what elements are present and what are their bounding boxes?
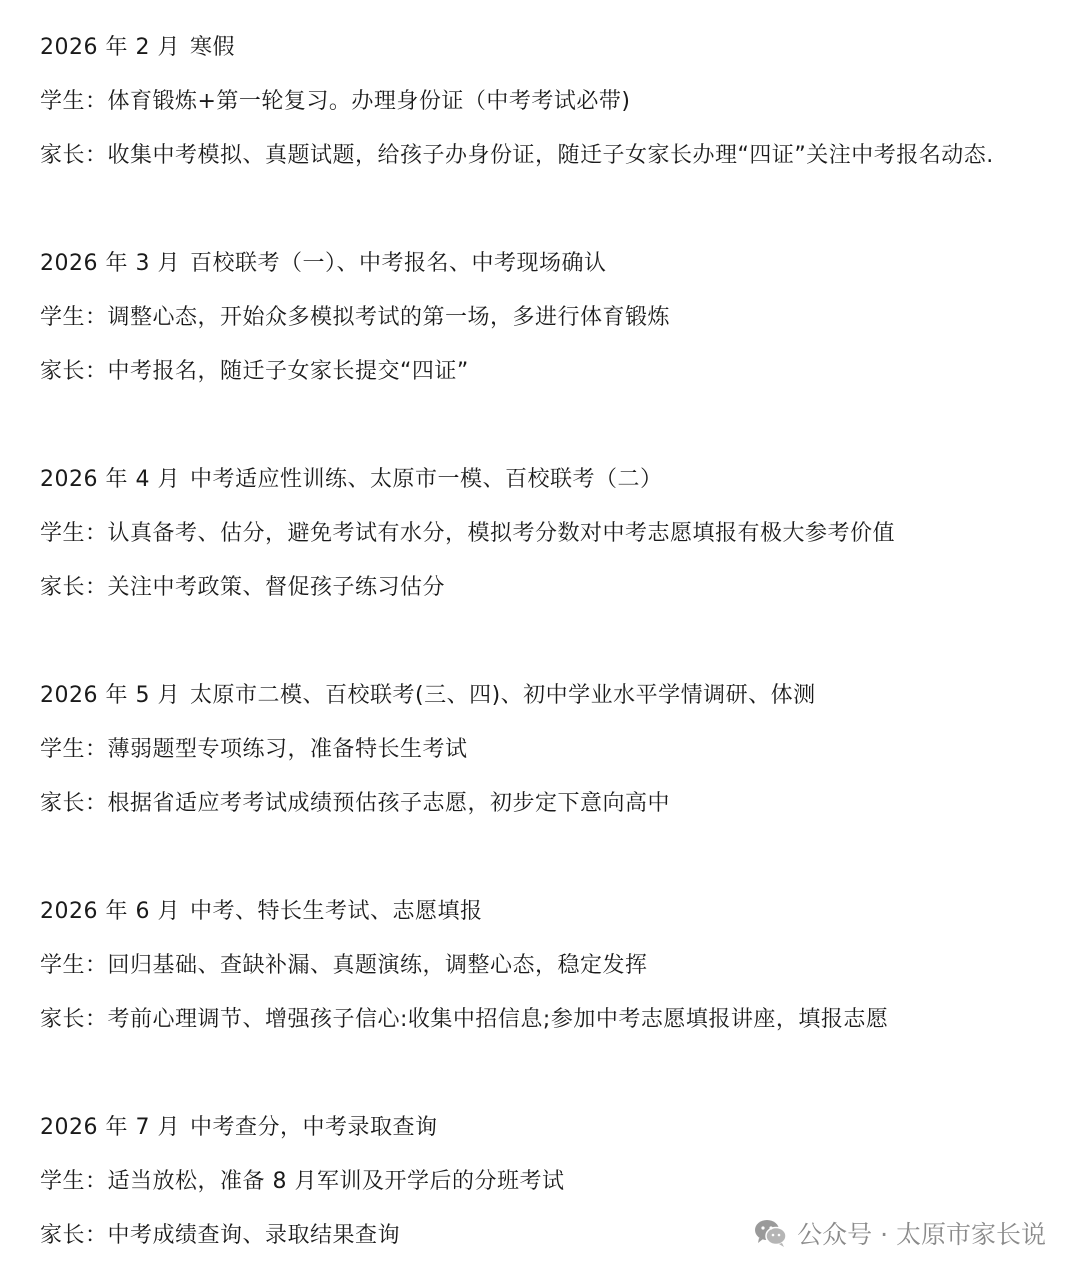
month-section-mar [40, 237, 1075, 399]
month-heading [40, 885, 1075, 939]
student-task: 学生：适当放松，准备 8 月军训及开学后的分班考试 [40, 1169, 565, 1194]
student-task: 学生：认真备考、估分，避免考试有水分，模拟考分数对中考志愿填报有极大参考价值 [40, 521, 896, 546]
month-heading [40, 1101, 1075, 1155]
month-events: 百校联考（一）、中考报名、中考现场确认 [190, 251, 607, 276]
month-label: 2026 年 3 月 [40, 251, 180, 276]
parent-task: 家长：考前心理调节、增强孩子信心:收集中招信息;参加中考志愿填报讲座，填报志愿 [40, 1007, 889, 1032]
month-label: 2026 年 2 月 [40, 35, 180, 60]
month-events: 中考、特长生考试、志愿填报 [190, 899, 483, 924]
month-heading [40, 669, 1075, 723]
month-label: 2026 年 5 月 [40, 683, 180, 708]
month-events: 中考查分，中考录取查询 [190, 1115, 438, 1140]
parent-task: 家长：中考成绩查询、录取结果查询 [40, 1223, 401, 1248]
student-task: 学生：回归基础、查缺补漏、真题演练，调整心态，稳定发挥 [40, 953, 648, 978]
month-events: 中考适应性训练、太原市一模、百校联考（二） [190, 467, 663, 492]
month-label: 2026 年 4 月 [40, 467, 180, 492]
month-label: 2026 年 7 月 [40, 1115, 180, 1140]
month-section-may [40, 669, 1075, 831]
month-section-feb [40, 21, 1075, 183]
parent-task: 家长：中考报名，随迁子女家长提交“四证” [40, 359, 469, 384]
month-heading [40, 21, 1075, 75]
parent-task: 家长：收集中考模拟、真题试题，给孩子办身份证，随迁子女家长办理“四证”关注中考报名动态. [40, 143, 994, 168]
watermark-text: 公众号 · 太原市家长说 [797, 1220, 1046, 1249]
wechat-icon [753, 1218, 789, 1248]
student-task: 学生：体育锻炼+第一轮复习。办理身份证（中考考试必带) [40, 89, 631, 114]
month-events: 太原市二模、百校联考(三、四)、初中学业水平学情调研、体测 [190, 683, 816, 708]
month-events: 寒假 [190, 35, 236, 60]
month-section-apr [40, 453, 1075, 615]
month-label: 2026 年 6 月 [40, 899, 180, 924]
parent-task: 家长：关注中考政策、督促孩子练习估分 [40, 575, 446, 600]
student-task: 学生：调整心态，开始众多模拟考试的第一场，多进行体育锻炼 [40, 305, 671, 330]
document-body [40, 0, 1075, 1263]
month-section-jun [40, 885, 1075, 1047]
parent-task: 家长：根据省适应考考试成绩预估孩子志愿，初步定下意向高中 [40, 791, 671, 816]
month-heading [40, 237, 1075, 291]
student-task: 学生：薄弱题型专项练习，准备特长生考试 [40, 737, 468, 762]
month-heading [40, 453, 1075, 507]
watermark [753, 1215, 1046, 1251]
